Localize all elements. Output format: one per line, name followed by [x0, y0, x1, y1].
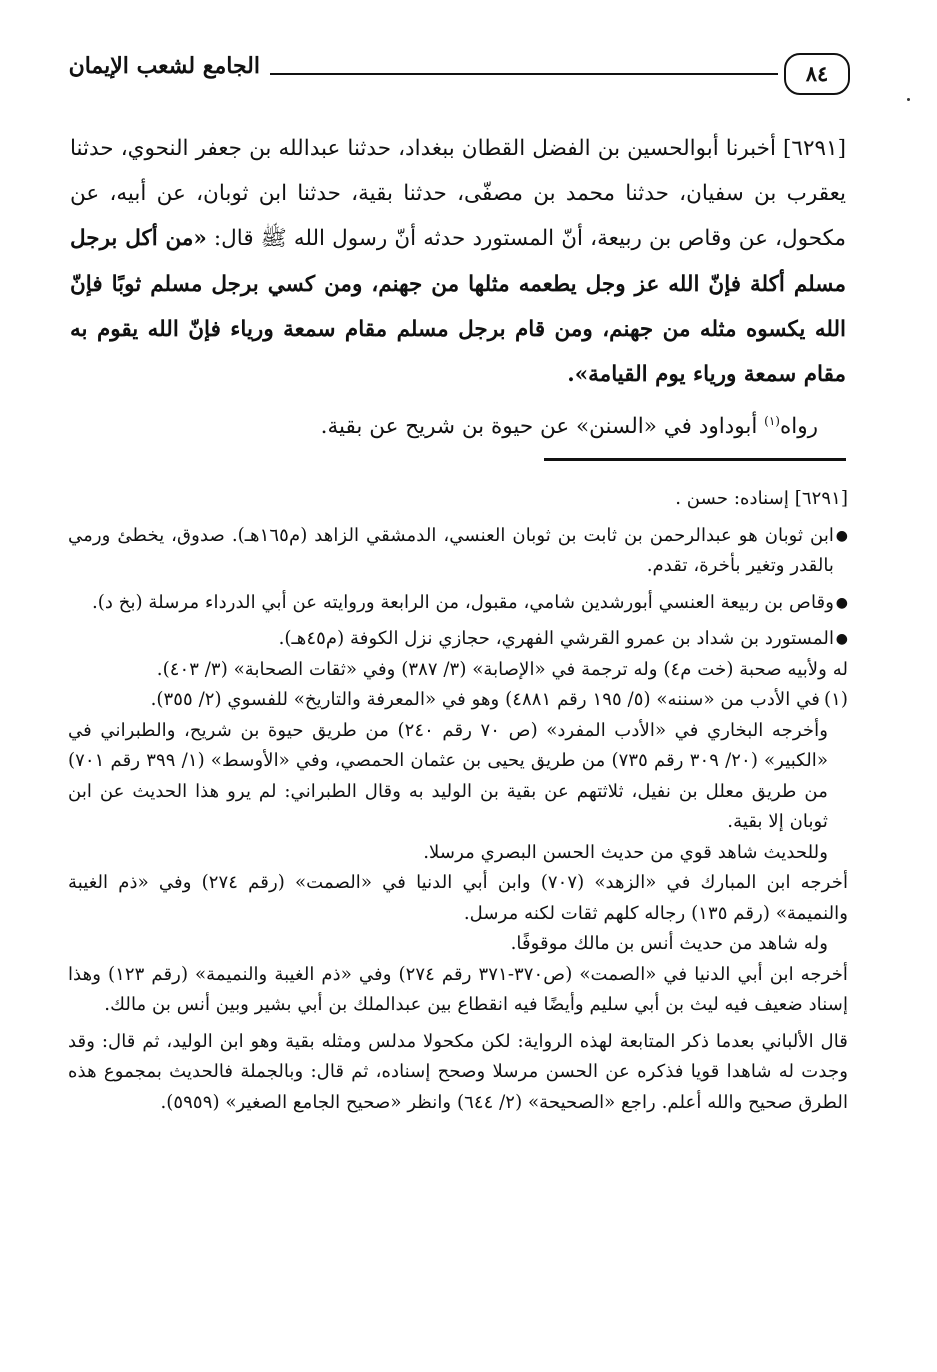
book-title: الجامع لشعب الإيمان: [68, 53, 260, 79]
riwaya-post: أبوداود في «السنن» عن حيوة بن شريح عن بقية.: [320, 414, 765, 440]
footnote-separator: [544, 458, 846, 461]
hadith-paragraph: [70, 126, 846, 397]
bullet-icon: ●: [835, 631, 848, 647]
footnote-paragraph: أخرجه ابن أبي الدنيا في «الصمت» (ص٣٧٠-٣٧١ رقم ٢٧٤) وفي «ذم الغيبة والنميمة» (رقم ١٢٣) وهذا إسناد ضعيف فيه ليث بن أبي سليم وأيضًا فيه انقطاع بين عبدالملك بن أبي بشير وبين أنس بن مالك.: [68, 963, 848, 1015]
riwaya-pre: رواه: [779, 414, 818, 440]
narrator-note: [68, 521, 848, 582]
narrator-note-text: ابن ثوبان هو عبدالرحمن بن ثابت بن ثوبان العنسي، الدمشقي الزاهد (م١٦٥هـ). صدوق، يخطئ ورمي بالقدر وتغير بأخرة، تقدم.: [68, 524, 834, 576]
page-number: ٨٤: [784, 53, 850, 95]
footnote-first-line: في الأدب من «سننه» (٥/ ١٩٥ رقم ٤٨٨١) وهو في «المعرفة والتاريخ» للفسوي (٢/ ٣٥٥).: [150, 689, 820, 710]
footnote-ref: (١): [764, 414, 780, 429]
hadith-matn: «من أكل برجل مسلم أكلة فإنّ الله عز وجل يطعمه مثلها من جهنم، ومن كسي برجل مسلم ثوبًا فإنّ الله يكسوه مثله من جهنم، ومن قام برجل مسلم مقام سمعة ورياء فإنّ الله يقوم به مقام سمعة ورياء يوم القيامة».: [70, 226, 846, 388]
header-rule: [270, 73, 778, 75]
bullet-icon: ●: [835, 527, 848, 544]
footnote-number: (١): [824, 689, 848, 710]
footnote-1: [68, 685, 848, 716]
footnote-paragraph: وللحديث شاهد قوي من حديث الحسن البصري مرسلا.: [423, 841, 828, 863]
speck: [907, 98, 910, 101]
narrator-note: [68, 588, 848, 619]
footnote-paragraph: وأخرجه البخاري في «الأدب المفرد» (ص ٧٠ رقم ٢٤٠) من طريق حيوة بن شريح، والطبراني في «الكبير» (٢٠/ ٣٠٩ رقم ٧٣٥) من طريق يحيى بن عثمان الحمصي، وفي «الأوسط» (١/ ٣٩٩ رقم ٧٠١) من طريق معلل بن نفيل، ثلاثتهم عن بقية بن الوليد به وقال الطبراني: لم يرو هذا الحديث عن ابن ثوبان إلا بقية.: [68, 719, 828, 832]
footnotes: [68, 484, 848, 1118]
isnad-grade: [٦٢٩١] إسناده: حسن .: [675, 488, 848, 509]
hadith-isnad: [٦٢٩١] أخبرنا أبوالحسين بن الفضل القطان ببغداد، حدثنا عبدالله بن جعفر النحوي، حدثنا يعقرب بن سفيان، حدثنا محمد بن مصفّى، حدثنا بقية، حدثنا ابن ثوبان، عن أبيه، عن مكحول، عن وقاص بن ربيعة، أنّ المستورد حدثه أنّ رسول الله ﷺ قال:: [70, 136, 846, 252]
narrator-note-text: المستورد بن شداد بن عمرو القرشي الفهري، حجازي نزل الكوفة (م٤٥هـ).: [278, 628, 834, 649]
footnote-paragraph: قال الألباني بعدما ذكر المتابعة لهذه الرواية: لكن مكحولا مدلس ومثله بقية وهو ابن الوليد، ثم قال: وقد وجدت له شاهدا قويا فذكره عن الحسن مرسلا وصحح إسناده، ثم قال: وبالجملة فالحديث بمجموع هذه الطرق صحيح والله أعلم. راجع «الصحيحة» (٢/ ٦٤٤) وانظر «صحيح الجامع الصغير» (٥٩٥٩).: [68, 1030, 848, 1113]
sahabi-note: له ولأبيه صحبة (خت م٤) وله ترجمة في «الإصابة» (٣/ ٣٨٧) وفي «ثقات الصحابة» (٣/ ٤٠٣).: [156, 658, 848, 680]
narrator-note-text: وقاص بن ربيعة العنسي أبورشدين شامي، مقبول، من الرابعة وروايته عن أبي الدرداء مرسلة (بخ د).: [91, 591, 834, 613]
page-header: [60, 45, 850, 101]
bullet-icon: ●: [835, 594, 848, 611]
footnote-paragraph: أخرجه ابن المبارك في «الزهد» (٧٠٧) وابن أبي الدنيا في «الصمت» (رقم ٢٧٤) وفي «ذم الغيبة والنميمة» (رقم ١٣٥) رجاله كلهم ثقات لكنه مرسل.: [68, 872, 848, 924]
footnote-paragraph: وله شاهد من حديث أنس بن مالك موقوفًا.: [510, 933, 828, 954]
narrator-note: [68, 624, 848, 655]
riwaya-line: [70, 399, 846, 449]
main-text: [70, 126, 846, 450]
